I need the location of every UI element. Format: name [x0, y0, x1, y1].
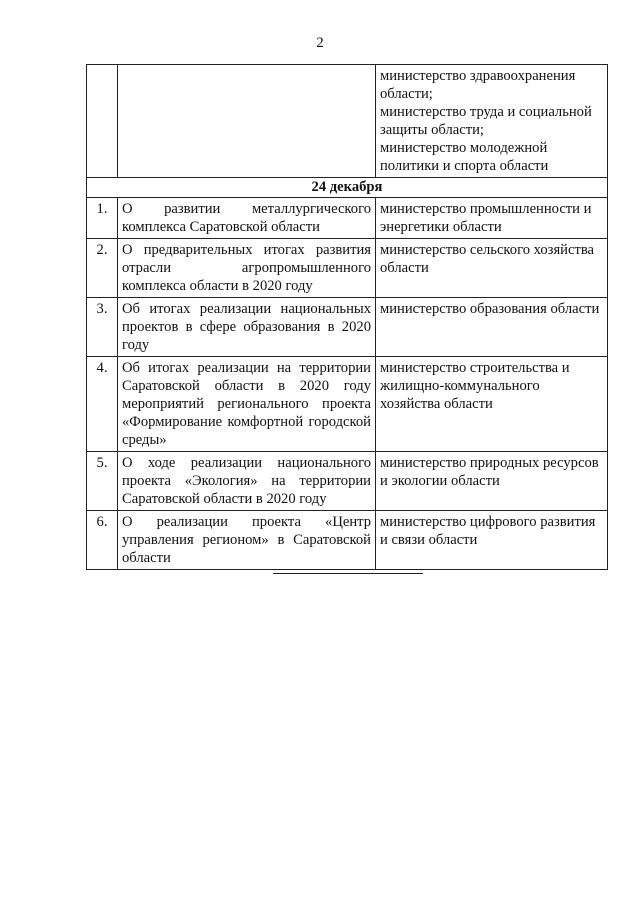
- row-responsible: министерство строительства и жилищно-коммунального хозяйства области: [376, 357, 608, 452]
- row-number: 5.: [87, 452, 118, 511]
- row-responsible: министерство цифрового развития и связи области: [376, 511, 608, 570]
- table-row: [87, 357, 608, 452]
- row-responsible: министерство природных ресурсов и экологии области: [376, 452, 608, 511]
- row-number: 1.: [87, 198, 118, 239]
- responsible-line: министерство здравоохранения области;: [380, 68, 576, 102]
- row-topic: Об итогах реализации на территории Саратовской области в 2020 году мероприятий регионального проекта «Формирование комфортной городской среды»: [118, 357, 376, 452]
- table-row: [87, 298, 608, 357]
- page-number: 2: [316, 35, 324, 51]
- table-row: [87, 239, 608, 298]
- responsible-cell: [376, 65, 608, 178]
- row-topic: О ходе реализации национального проекта «Экология» на территории Саратовской области в 2020 году: [118, 452, 376, 511]
- table-row-continuation: [87, 65, 608, 178]
- row-topic: О предварительных итогах развития отрасли агропромышленного комплекса области в 2020 году: [118, 239, 376, 298]
- table-row: [87, 511, 608, 570]
- row-topic: Об итогах реализации национальных проектов в сфере образования в 2020 году: [118, 298, 376, 357]
- date-header-row: [87, 178, 608, 198]
- row-number: 2.: [87, 239, 118, 298]
- row-number: 6.: [87, 511, 118, 570]
- row-responsible: министерство образования области: [376, 298, 608, 357]
- table-row: [87, 452, 608, 511]
- end-divider: [273, 573, 423, 574]
- row-topic: О развитии металлургического комплекса Саратовской области: [118, 198, 376, 239]
- schedule-table: [86, 64, 608, 570]
- row-responsible: министерство промышленности и энергетики области: [376, 198, 608, 239]
- responsible-line: министерство молодежной политики и спорта области: [380, 140, 549, 174]
- row-topic: О реализации проекта «Центр управления регионом» в Саратовской области: [118, 511, 376, 570]
- num-cell: [87, 65, 118, 178]
- row-number: 4.: [87, 357, 118, 452]
- responsible-line: министерство труда и социальной защиты области;: [380, 104, 592, 138]
- topic-cell: [118, 65, 376, 178]
- row-responsible: министерство сельского хозяйства области: [376, 239, 608, 298]
- table-row: [87, 198, 608, 239]
- row-number: 3.: [87, 298, 118, 357]
- date-header: 24 декабря: [87, 178, 608, 198]
